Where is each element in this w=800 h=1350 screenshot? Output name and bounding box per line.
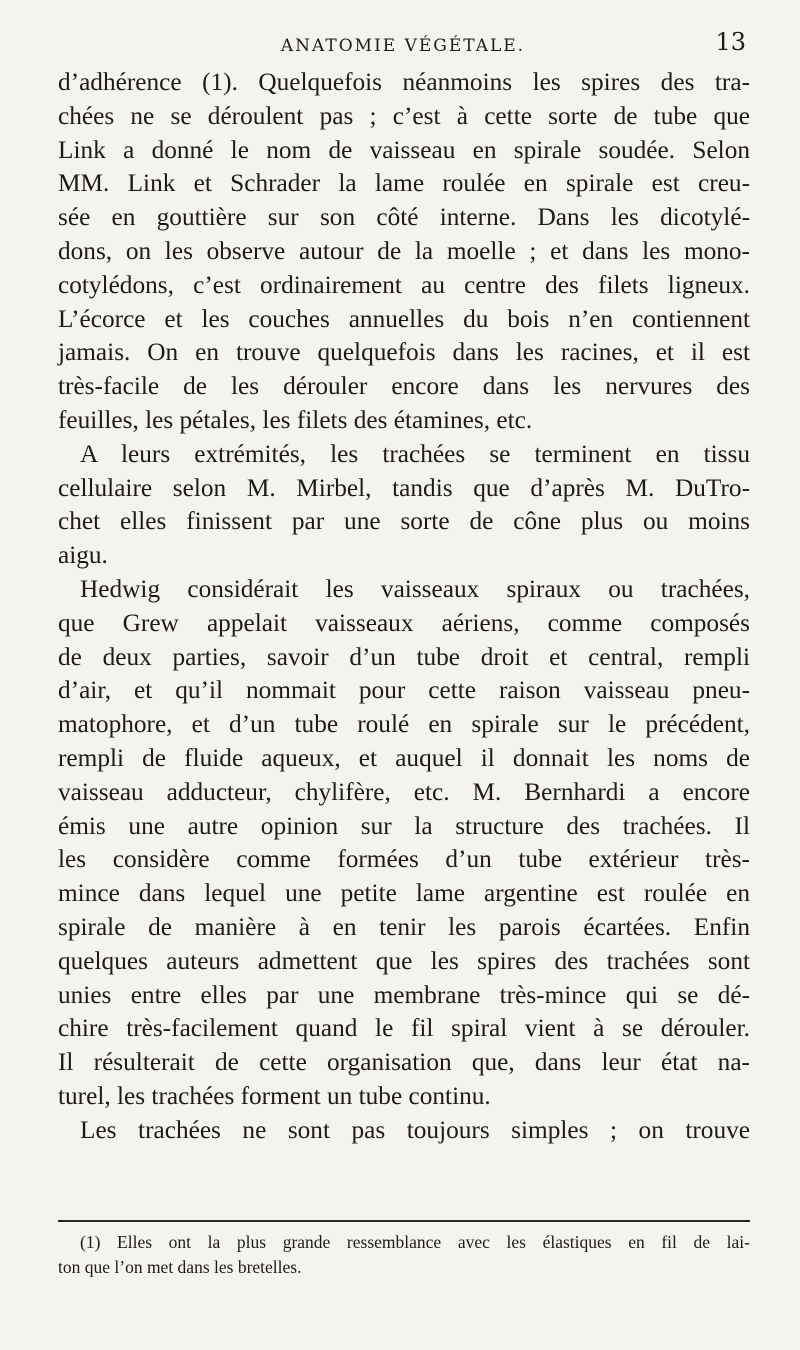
text-line: jamais. On en trouve quelquefois dans les racines, et il est [58, 338, 750, 367]
text-line: MM. Link et Schrader la lame roulée en spirale est creu- [58, 169, 750, 198]
text-line: émis une autre opinion sur la structure des trachées. Il [58, 811, 750, 840]
page-number: 13 [715, 28, 746, 56]
body-text [58, 66, 750, 1148]
running-title: ANATOMIE VÉGÉTALE. [280, 36, 526, 56]
running-head [58, 26, 748, 56]
text-line: les considère comme formées d’un tube extérieur très- [58, 845, 750, 874]
text-line: A leurs extrémités, les trachées se terminent en tissu [80, 439, 750, 468]
text-line: quelques auteurs admettent que les spires des trachées sont [58, 946, 750, 975]
text-line: d’air, et qu’il nommait pour cette raison vaisseau pneu- [58, 676, 750, 705]
text-line: feuilles, les pétales, les filets des étamines, etc. [58, 405, 533, 434]
text-line: aigu. [58, 541, 108, 570]
text-line: Link a donné le nom de vaisseau en spirale soudée. Selon [58, 135, 750, 164]
text-line: unies entre elles par une membrane très-mince qui se dé- [58, 980, 750, 1009]
text-line: chire très-facilement quand le fil spiral vient à se dérouler. [58, 1014, 750, 1043]
text-line: Hedwig considérait les vaisseaux spiraux ou trachées, [80, 574, 750, 603]
footnote-separator [58, 1220, 750, 1222]
text-line: chées ne se déroulent pas ; c’est à cette sorte de tube que [58, 101, 750, 130]
text-line: spirale de manière à en tenir les parois écartées. Enfin [58, 912, 750, 941]
footnote [58, 1230, 750, 1280]
text-line: cotylédons, c’est ordinairement au centre des filets ligneux. [58, 270, 750, 299]
text-line: mince dans lequel une petite lame argentine est roulée en [58, 879, 750, 908]
footnote-line: ton que l’on met dans les bretelles. [58, 1257, 302, 1277]
text-line: que Grew appelait vaisseaux aériens, comme composés [58, 608, 750, 637]
text-line: rempli de fluide aqueux, et auquel il donnait les noms de [58, 743, 750, 772]
text-line: d’adhérence (1). Quelquefois néanmoins les spires des tra- [58, 68, 750, 96]
text-line: de deux parties, savoir d’un tube droit et central, rempli [58, 642, 750, 671]
text-line: dons, on les observe autour de la moelle ; et dans les mono- [58, 236, 750, 265]
text-line: chet elles finissent par une sorte de cône plus ou moins [58, 507, 750, 536]
text-line: matophore, et d’un tube roulé en spirale sur le précédent, [58, 710, 750, 739]
text-line: vaisseau adducteur, chylifère, etc. M. Bernhardi a encore [58, 777, 750, 806]
text-line: Les trachées ne sont pas toujours simples ; on trouve [80, 1115, 750, 1144]
text-line: cellulaire selon M. Mirbel, tandis que d’après M. DuTro- [58, 473, 750, 502]
footnote-line: (1) Elles ont la plus grande ressemblance avec les élastiques en fil de lai- [80, 1232, 750, 1252]
text-line: Il résulterait de cette organisation que, dans leur état na- [58, 1048, 750, 1077]
text-line: très-facile de les dérouler encore dans les nervures des [58, 372, 750, 401]
text-line: turel, les trachées forment un tube continu. [58, 1081, 491, 1110]
text-line: sée en gouttière sur son côté interne. Dans les dicotylé- [58, 203, 750, 232]
text-line: L’écorce et les couches annuelles du bois n’en contiennent [58, 304, 750, 333]
